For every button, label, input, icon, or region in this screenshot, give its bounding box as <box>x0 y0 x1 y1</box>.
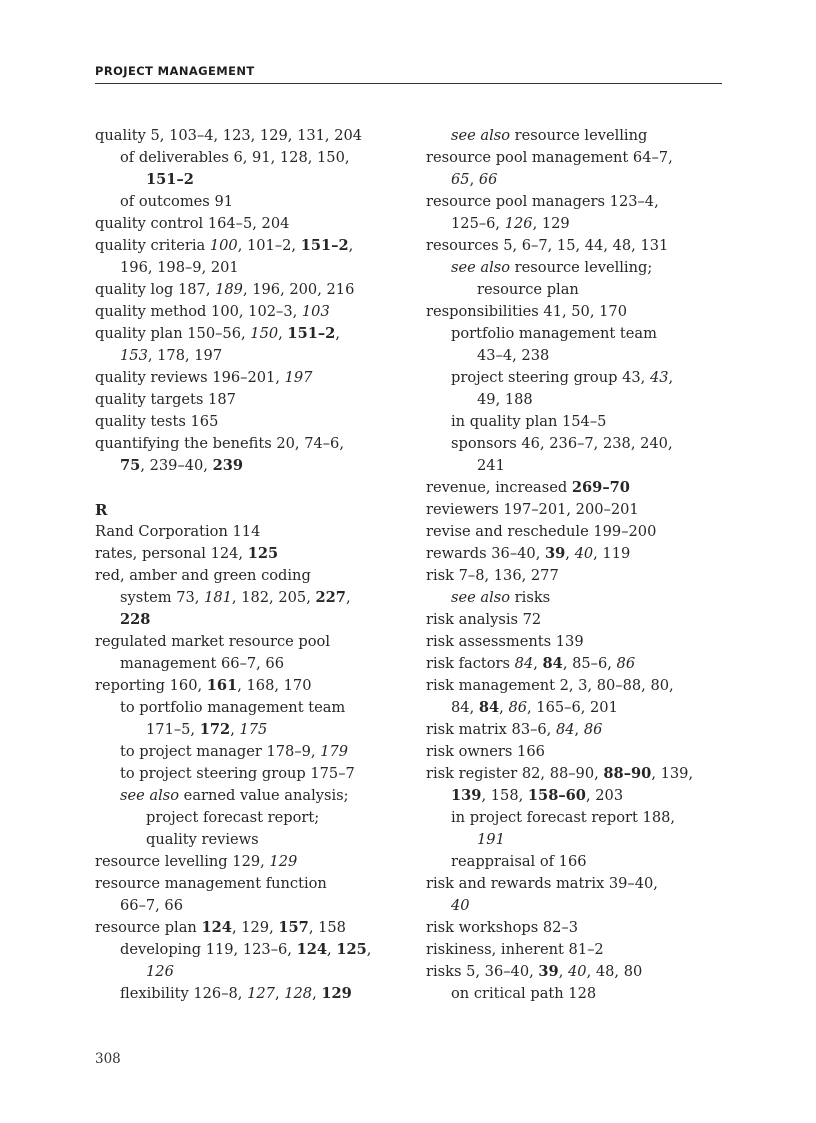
entry-text: risks <box>510 589 551 606</box>
entry-text: , <box>274 985 285 1002</box>
index-subentry <box>426 983 726 1005</box>
index-entry <box>95 125 405 147</box>
index-entry <box>95 235 405 257</box>
bold-locator: 157 <box>278 919 309 936</box>
index-entry <box>426 191 726 213</box>
bold-locator: 172 <box>199 721 231 738</box>
index-entry <box>426 631 726 653</box>
entry-text: quality reviews 196–201, <box>95 369 285 386</box>
index-subentry <box>95 961 405 983</box>
index-subentry <box>95 653 405 675</box>
index-subentry <box>95 191 405 213</box>
entry-text: developing 119, 123–6, <box>120 941 297 958</box>
bold-locator: 84 <box>478 699 500 716</box>
italic-locator: 128 <box>284 985 313 1002</box>
section-spacer <box>95 477 405 499</box>
index-entry <box>95 565 405 587</box>
entry-text: regulated market resource pool <box>95 633 330 650</box>
entry-text: , 239–40, <box>140 457 213 474</box>
entry-text: revenue, increased <box>426 479 572 496</box>
bold-locator: 151–2 <box>287 325 336 342</box>
entry-text: , <box>345 589 351 606</box>
italic-locator: 40 <box>451 897 470 914</box>
index-subentry <box>95 345 405 367</box>
entry-text: , <box>499 699 509 716</box>
entry-text: risk 7–8, 136, 277 <box>426 567 559 584</box>
index-entry <box>426 521 726 543</box>
entry-text: to portfolio management team <box>120 699 346 716</box>
entry-text: 241 <box>477 457 505 474</box>
bold-locator: 75 <box>120 457 141 474</box>
running-header: PROJECT MANAGEMENT <box>95 64 255 78</box>
index-entry <box>426 719 726 741</box>
entry-text: 49, 188 <box>477 391 533 408</box>
italic-locator: 153 <box>120 347 148 364</box>
entry-text: resource levelling 129, <box>95 853 270 870</box>
bold-locator: 39 <box>538 963 559 980</box>
index-entry <box>95 367 405 389</box>
bold-locator: 151–2 <box>300 237 349 254</box>
entry-text: flexibility 126–8, <box>120 985 248 1002</box>
entry-text: , 129, <box>231 919 279 936</box>
entry-text: quality control 164–5, 204 <box>95 215 290 232</box>
index-subentry <box>426 697 726 719</box>
entry-text: risks 5, 36–40, <box>426 963 539 980</box>
entry-text: risk workshops 82–3 <box>426 919 579 936</box>
entry-text: resource plan <box>477 281 579 298</box>
entry-text: , 182, 205, <box>231 589 316 606</box>
index-entry <box>426 939 726 961</box>
index-subentry <box>95 257 405 279</box>
italic-locator: 65 <box>451 171 470 188</box>
index-subentry <box>95 785 405 807</box>
index-entry <box>426 653 726 675</box>
header-rule <box>95 83 722 84</box>
index-entry <box>426 763 726 785</box>
entry-text: , 203 <box>585 787 624 804</box>
entry-text: 84, <box>451 699 479 716</box>
index-subentry <box>426 587 726 609</box>
index-subentry <box>95 455 405 477</box>
entry-text: in quality plan 154–5 <box>451 413 607 430</box>
italic-locator: see also <box>451 259 511 276</box>
entry-text: risk matrix 83–6, <box>426 721 556 738</box>
bold-locator: 88–90 <box>603 765 652 782</box>
entry-text: in project forecast report 188, <box>451 809 676 826</box>
entry-text: risk and rewards matrix 39–40, <box>426 875 658 892</box>
index-subentry <box>426 455 726 477</box>
entry-text: quality plan 150–56, <box>95 325 251 342</box>
index-entry <box>426 741 726 763</box>
italic-locator: 127 <box>247 985 275 1002</box>
entry-text: risk management 2, 3, 80–88, 80, <box>426 677 674 694</box>
italic-locator: 84 <box>514 655 534 672</box>
entry-text: , 158 <box>308 919 346 936</box>
index-entry <box>95 411 405 433</box>
index-column-right <box>426 125 726 1005</box>
entry-text: quality log 187, <box>95 281 216 298</box>
italic-locator: 43 <box>649 369 669 386</box>
index-entry <box>95 279 405 301</box>
italic-locator: 126 <box>146 963 174 980</box>
entry-text: , <box>312 985 322 1002</box>
entry-text: R <box>95 501 108 519</box>
entry-text: , <box>469 171 479 188</box>
entry-text: revise and reschedule 199–200 <box>426 523 657 540</box>
entry-text: reviewers 197–201, 200–201 <box>426 501 639 518</box>
entry-text: rates, personal 124, <box>95 545 248 562</box>
italic-locator: see also <box>451 589 511 606</box>
index-entry <box>426 499 726 521</box>
entry-text: , <box>668 369 674 386</box>
index-subentry <box>426 279 726 301</box>
italic-locator: 175 <box>239 721 268 738</box>
entry-text: project steering group 43, <box>451 369 650 386</box>
page-number: 308 <box>95 1051 121 1067</box>
entry-text: management 66–7, 66 <box>120 655 284 672</box>
index-subentry <box>95 169 405 191</box>
bold-locator: 239 <box>212 457 244 474</box>
italic-locator: 40 <box>567 963 587 980</box>
index-subentry <box>95 939 405 961</box>
bold-locator: 227 <box>315 589 346 606</box>
italic-locator: 86 <box>583 721 603 738</box>
entry-text: resource pool managers 123–4, <box>426 193 659 210</box>
section-letter <box>95 499 405 521</box>
index-subentry <box>426 213 726 235</box>
italic-locator: 181 <box>204 589 232 606</box>
italic-locator: see also <box>451 127 511 144</box>
italic-locator: 179 <box>320 743 349 760</box>
index-subentry <box>426 257 726 279</box>
entry-text: to project steering group 175–7 <box>120 765 355 782</box>
index-entry <box>95 323 405 345</box>
index-subentry <box>95 741 405 763</box>
italic-locator: 103 <box>301 303 330 320</box>
bold-locator: 158–60 <box>527 787 586 804</box>
entry-text: , 101–2, <box>237 237 301 254</box>
index-subentry <box>426 125 726 147</box>
index-entry <box>426 917 726 939</box>
bold-locator: 125 <box>336 941 367 958</box>
index-subentry <box>95 609 405 631</box>
index-subentry <box>426 411 726 433</box>
entry-text: rewards 36–40, <box>426 545 545 562</box>
entry-text: , 119 <box>593 545 631 562</box>
entry-text: , <box>558 963 568 980</box>
index-entry <box>95 851 405 873</box>
entry-text: reporting 160, <box>95 677 207 694</box>
bold-locator: 84 <box>542 655 563 672</box>
entry-text: 171–5, <box>146 721 200 738</box>
bold-locator: 228 <box>120 611 151 628</box>
entry-text: resource pool management 64–7, <box>426 149 673 166</box>
index-entry <box>426 235 726 257</box>
entry-text: risk assessments 139 <box>426 633 584 650</box>
index-entry <box>426 873 726 895</box>
index-subentry <box>426 829 726 851</box>
entry-text: portfolio management team <box>451 325 657 342</box>
entry-text: earned value analysis; <box>179 787 349 804</box>
entry-text: responsibilities 41, 50, 170 <box>426 303 627 320</box>
entry-text: Rand Corporation 114 <box>95 523 261 540</box>
index-subentry <box>426 389 726 411</box>
entry-text: , 85–6, <box>562 655 617 672</box>
index-subentry <box>426 851 726 873</box>
entry-text: quality tests 165 <box>95 413 219 430</box>
bold-locator: 124 <box>296 941 328 958</box>
entry-text: quality reviews <box>146 831 259 848</box>
index-entry <box>95 301 405 323</box>
index-subentry <box>95 829 405 851</box>
italic-locator: 40 <box>574 545 594 562</box>
entry-text: riskiness, inherent 81–2 <box>426 941 604 958</box>
index-entry <box>95 433 405 455</box>
bold-locator: 151–2 <box>146 171 194 188</box>
index-subentry <box>426 785 726 807</box>
entry-text: , 168, 170 <box>237 677 312 694</box>
index-entry <box>95 213 405 235</box>
entry-text: resource levelling <box>510 127 648 144</box>
italic-locator: 150 <box>250 325 279 342</box>
index-subentry <box>426 323 726 345</box>
entry-text: , 196, 200, 216 <box>242 281 355 298</box>
entry-text: reappraisal of 166 <box>451 853 587 870</box>
entry-text: quality 5, 103–4, 123, 129, 131, 204 <box>95 127 363 144</box>
entry-text: , <box>327 941 337 958</box>
entry-text: resource levelling; <box>510 259 653 276</box>
index-subentry <box>426 367 726 389</box>
index-entry <box>95 873 405 895</box>
entry-text: resources 5, 6–7, 15, 44, 48, 131 <box>426 237 669 254</box>
index-subentry <box>95 983 405 1005</box>
index-entry <box>426 543 726 565</box>
entry-text: risk analysis 72 <box>426 611 542 628</box>
italic-locator: 86 <box>508 699 528 716</box>
italic-locator: 86 <box>616 655 636 672</box>
entry-text: , <box>335 325 340 342</box>
entry-text: , <box>230 721 240 738</box>
entry-text: to project manager 178–9, <box>120 743 321 760</box>
index-entry <box>426 565 726 587</box>
italic-locator: 189 <box>215 281 243 298</box>
entry-text: 43–4, 238 <box>477 347 550 364</box>
entry-text: , 129 <box>532 215 570 232</box>
entry-text: system 73, <box>120 589 205 606</box>
entry-text: , 48, 80 <box>586 963 643 980</box>
bold-locator: 129 <box>321 985 352 1002</box>
index-entry <box>95 389 405 411</box>
index-subentry <box>426 169 726 191</box>
entry-text: , <box>366 941 372 958</box>
index-entry <box>426 961 726 983</box>
index-subentry <box>426 807 726 829</box>
bold-locator: 269–70 <box>571 479 630 496</box>
index-entry <box>95 675 405 697</box>
index-entry <box>426 675 726 697</box>
index-subentry <box>95 895 405 917</box>
index-subentry <box>426 345 726 367</box>
italic-locator: 126 <box>504 215 533 232</box>
entry-text: project forecast report; <box>146 809 320 826</box>
entry-text: , <box>348 237 354 254</box>
index-subentry <box>95 697 405 719</box>
entry-text: 196, 198–9, 201 <box>120 259 239 276</box>
italic-locator: 100 <box>209 237 238 254</box>
bold-locator: 161 <box>206 677 238 694</box>
italic-locator: 197 <box>284 369 313 386</box>
entry-text: quality criteria <box>95 237 210 254</box>
bold-locator: 39 <box>544 545 566 562</box>
entry-text: , 158, <box>481 787 528 804</box>
bold-locator: 125 <box>247 545 279 562</box>
entry-text: , 178, 197 <box>147 347 223 364</box>
index-subentry <box>426 433 726 455</box>
index-subentry <box>95 147 405 169</box>
entry-text: of deliverables 6, 91, 128, 150, <box>120 149 350 166</box>
entry-text: quality targets 187 <box>95 391 236 408</box>
bold-locator: 124 <box>201 919 232 936</box>
italic-locator: 66 <box>478 171 498 188</box>
entry-text: risk register 82, 88–90, <box>426 765 604 782</box>
index-entry <box>426 477 726 499</box>
entry-text: risk factors <box>426 655 515 672</box>
entry-text: , <box>278 325 288 342</box>
entry-text: sponsors 46, 236–7, 238, 240, <box>451 435 673 452</box>
entry-text: resource plan <box>95 919 202 936</box>
entry-text: , <box>533 655 543 672</box>
index-column-left <box>95 125 405 1005</box>
index-subentry <box>95 587 405 609</box>
entry-text: , 165–6, 201 <box>527 699 618 716</box>
index-entry <box>95 917 405 939</box>
italic-locator: 84 <box>555 721 575 738</box>
italic-locator: 191 <box>477 831 505 848</box>
entry-text: 125–6, <box>451 215 505 232</box>
entry-text: resource management function <box>95 875 327 892</box>
index-entry <box>426 301 726 323</box>
entry-text: risk owners 166 <box>426 743 545 760</box>
entry-text: of outcomes 91 <box>120 193 234 210</box>
entry-text: red, amber and green coding <box>95 567 311 584</box>
index-entry <box>426 147 726 169</box>
index-subentry <box>95 763 405 785</box>
index-subentry <box>95 807 405 829</box>
entry-text: quality method 100, 102–3, <box>95 303 302 320</box>
italic-locator: see also <box>120 787 180 804</box>
entry-text: , <box>574 721 584 738</box>
index-entry <box>95 521 405 543</box>
entry-text: , 139, <box>651 765 694 782</box>
entry-text: , <box>565 545 575 562</box>
index-entry <box>426 609 726 631</box>
entry-text: on critical path 128 <box>451 985 597 1002</box>
index-entry <box>95 631 405 653</box>
index-subentry <box>426 895 726 917</box>
bold-locator: 139 <box>451 787 482 804</box>
entry-text: quantifying the benefits 20, 74–6, <box>95 435 344 452</box>
index-entry <box>95 543 405 565</box>
index-subentry <box>95 719 405 741</box>
entry-text: 66–7, 66 <box>120 897 183 914</box>
italic-locator: 129 <box>269 853 298 870</box>
